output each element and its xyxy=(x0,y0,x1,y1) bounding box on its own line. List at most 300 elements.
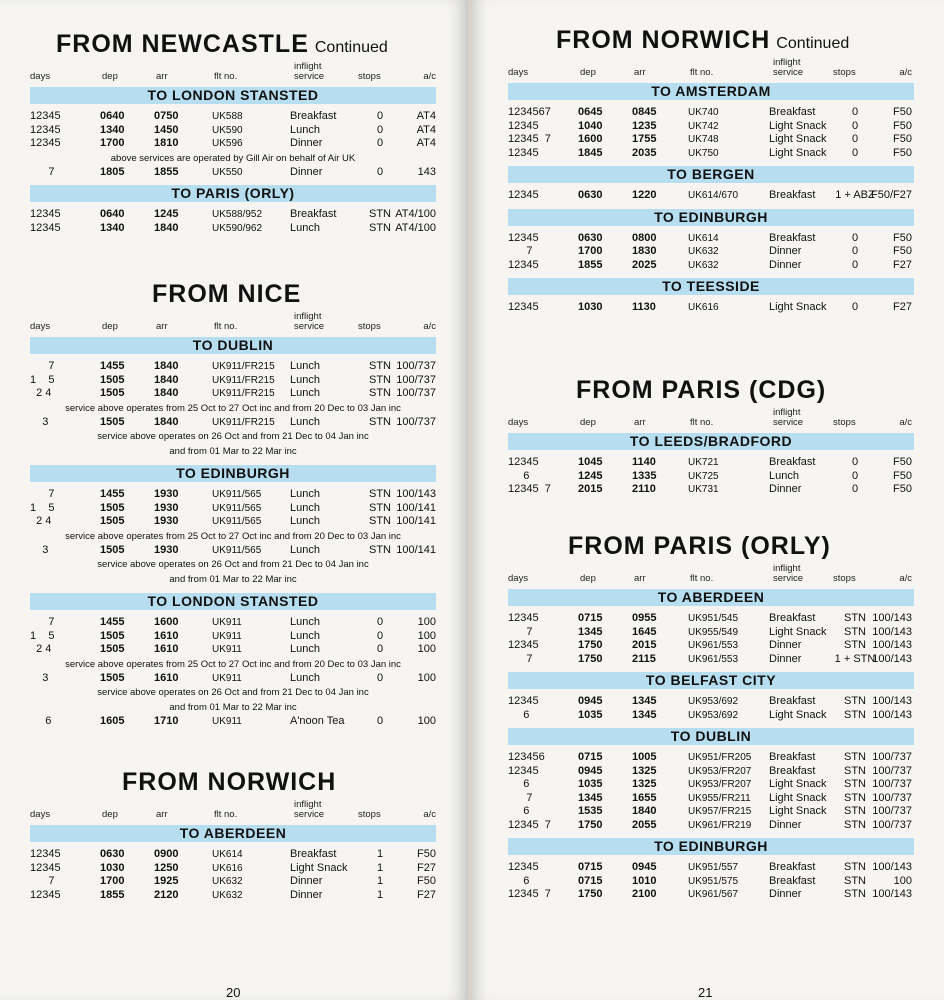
cell-flt: UK588/952 xyxy=(212,209,263,220)
column-header-flt: flt no. xyxy=(690,67,714,78)
cell-flt: UK614/670 xyxy=(688,190,739,201)
spacer xyxy=(508,722,914,726)
timetable-row xyxy=(508,147,914,161)
cell-dep: 0645 xyxy=(578,106,603,118)
cell-arr: 1250 xyxy=(154,861,179,874)
destination-band: TO PARIS (ORLY) xyxy=(30,185,436,202)
cell-ac: 143 xyxy=(417,165,436,178)
cell-stops: STN xyxy=(369,373,391,386)
column-header-flt: flt no. xyxy=(214,71,238,82)
cell-dep: 1505 xyxy=(100,543,125,556)
cell-stops: STN xyxy=(844,778,866,790)
service-note: service above operates on 26 Oct and from 21 Dec to 04 Jan inc xyxy=(97,559,369,570)
cell-flt: UK632 xyxy=(688,246,719,257)
cell-stops: 0 xyxy=(376,616,384,628)
cell-days: 12345 xyxy=(30,123,61,136)
column-header-stops: stops xyxy=(358,71,381,82)
cell-ac: 100 xyxy=(417,671,436,684)
cell-service: Light Snack xyxy=(769,625,827,638)
timetable-row xyxy=(30,643,436,657)
timetable-row xyxy=(508,626,914,640)
cell-days: 12345 xyxy=(30,848,61,860)
cell-service: Lunch xyxy=(290,629,320,642)
cell-service: Light Snack xyxy=(769,146,827,159)
cell-dep: 0630 xyxy=(100,848,125,860)
column-header-row xyxy=(508,561,914,587)
cell-stops: 0 xyxy=(851,483,859,495)
column-header-service: inflight service xyxy=(773,563,804,584)
cell-arr: 2015 xyxy=(632,639,657,651)
timetable-row xyxy=(30,544,436,558)
timetable-row xyxy=(508,245,914,259)
timetable-row xyxy=(508,888,914,902)
cell-flt: UK632 xyxy=(212,876,243,887)
cell-service: Lunch xyxy=(290,501,320,514)
section-title xyxy=(30,768,436,797)
cell-service: Breakfast xyxy=(769,764,816,777)
cell-service: Breakfast xyxy=(769,106,816,118)
spacer xyxy=(508,832,914,836)
cell-flt: UK911/FR215 xyxy=(212,361,275,372)
cell-ac: F50 xyxy=(893,133,912,145)
cell-stops: STN xyxy=(844,695,866,707)
cell-stops: STN xyxy=(844,639,866,651)
column-header-ac: a/c xyxy=(899,573,912,584)
timetable-row xyxy=(508,695,914,709)
cell-ac: 100/143 xyxy=(872,625,912,638)
cell-stops: 0 xyxy=(851,469,859,482)
cell-ac: 100/737 xyxy=(872,751,912,763)
column-header-service: inflight service xyxy=(773,407,804,428)
service-note: and from 01 Mar to 22 Mar inc xyxy=(169,574,297,585)
section-title-text: FROM PARIS (CDG) xyxy=(576,376,827,404)
timetable-row xyxy=(508,106,914,120)
timetable-row xyxy=(30,488,436,502)
cell-dep: 1805 xyxy=(100,165,125,178)
right-page xyxy=(472,0,944,1000)
timetable-row xyxy=(508,875,914,889)
timetable-row xyxy=(508,778,914,792)
timetable-row xyxy=(508,612,914,626)
section-block xyxy=(30,30,436,239)
column-header-dep: dep xyxy=(102,71,118,82)
cell-stops: 0 xyxy=(376,629,384,642)
cell-ac: 100/143 xyxy=(872,708,912,721)
cell-arr: 1345 xyxy=(632,708,657,721)
destination-band: TO DUBLIN xyxy=(508,728,914,745)
destination-band: TO AMSTERDAM xyxy=(508,83,914,100)
cell-days: 12345 xyxy=(508,258,539,271)
column-header-days: days xyxy=(30,321,51,332)
cell-days: 3 xyxy=(30,415,49,428)
cell-service: Lunch xyxy=(290,373,320,386)
cell-stops: 0 xyxy=(376,165,384,178)
cell-service: Lunch xyxy=(290,123,320,136)
cell-days: 12345 xyxy=(508,231,539,244)
cell-dep: 1245 xyxy=(578,469,603,482)
cell-service: Light Snack xyxy=(769,791,827,804)
cell-days: 12345 xyxy=(508,119,539,132)
cell-dep: 1035 xyxy=(578,708,603,721)
timetable-row xyxy=(508,301,914,315)
cell-arr: 1830 xyxy=(632,245,657,257)
column-header-row xyxy=(508,55,914,81)
cell-stops: 0 xyxy=(376,715,384,727)
cell-ac: 100/143 xyxy=(396,488,436,500)
cell-ac: F50 xyxy=(893,146,912,159)
timetable-row xyxy=(30,616,436,630)
cell-stops: STN xyxy=(844,708,866,721)
cell-flt: UK911 xyxy=(212,630,242,642)
timetable-row xyxy=(508,470,914,484)
column-header-row xyxy=(30,797,436,823)
cell-flt: UK614 xyxy=(688,232,719,244)
cell-ac: F50 xyxy=(893,456,912,468)
cell-stops: STN xyxy=(369,415,391,428)
cell-service: Dinner xyxy=(290,137,323,149)
cell-stops: STN xyxy=(369,543,391,556)
cell-days: 1 5 xyxy=(30,501,55,514)
column-header-arr: arr xyxy=(156,809,168,820)
cell-service: Dinner xyxy=(769,483,802,495)
cell-arr: 1325 xyxy=(632,778,657,790)
cell-dep: 1505 xyxy=(100,629,125,642)
spacer xyxy=(508,203,914,207)
cell-dep: 0640 xyxy=(100,110,125,122)
cell-dep: 1505 xyxy=(100,387,125,399)
cell-flt: UK748 xyxy=(688,134,719,145)
cell-dep: 1340 xyxy=(100,221,125,234)
cell-stops: STN xyxy=(369,360,391,372)
spacer xyxy=(30,587,436,591)
cell-service: Lunch xyxy=(290,488,320,500)
cell-days: 12345 xyxy=(30,208,61,220)
cell-dep: 1600 xyxy=(578,133,603,145)
cell-ac: F27 xyxy=(417,861,436,874)
cell-ac: F50 xyxy=(893,469,912,482)
timetable-row xyxy=(30,889,436,903)
cell-stops: STN xyxy=(369,488,391,500)
continued-label: Continued xyxy=(776,35,850,52)
column-header-stops: stops xyxy=(358,321,381,332)
section-title xyxy=(508,532,914,561)
timetable-row xyxy=(30,862,436,876)
cell-service: Lunch xyxy=(290,515,320,527)
cell-service: Lunch xyxy=(290,221,320,234)
cell-ac: 100/143 xyxy=(872,861,912,873)
cell-days: 3 xyxy=(30,543,49,556)
cell-service: Light Snack xyxy=(769,301,827,313)
cell-stops: 1 xyxy=(376,848,384,860)
cell-arr: 1710 xyxy=(154,715,179,727)
section-title xyxy=(30,30,436,59)
cell-arr: 1930 xyxy=(154,543,179,556)
cell-days: 12345 xyxy=(30,861,61,874)
cell-days: 7 xyxy=(508,625,533,638)
cell-stops: 0 xyxy=(851,146,859,159)
timetable-row xyxy=(30,416,436,430)
cell-ac: 100/737 xyxy=(396,360,436,372)
cell-arr: 1840 xyxy=(632,805,657,817)
cell-ac: 100/143 xyxy=(872,612,912,624)
timetable-row xyxy=(30,502,436,516)
cell-ac: F50 xyxy=(893,119,912,132)
cell-days: 6 xyxy=(508,805,530,817)
column-header-stops: stops xyxy=(833,573,856,584)
spacer xyxy=(508,315,914,319)
cell-service: Breakfast xyxy=(290,110,337,122)
spacer xyxy=(30,179,436,183)
cell-service: Dinner xyxy=(290,165,323,178)
cell-flt: UK731 xyxy=(688,484,719,495)
destination-band: TO ABERDEEN xyxy=(30,825,436,842)
cell-dep: 1035 xyxy=(578,778,603,790)
cell-days: 1 5 xyxy=(30,629,55,642)
cell-dep: 0715 xyxy=(578,874,603,887)
cell-arr: 1345 xyxy=(632,695,657,707)
cell-dep: 1455 xyxy=(100,616,125,628)
destination-band: TO BERGEN xyxy=(508,166,914,183)
cell-service: Breakfast xyxy=(769,695,816,707)
cell-arr: 2025 xyxy=(632,258,657,271)
cell-arr: 1610 xyxy=(154,643,179,655)
cell-ac: AT4 xyxy=(416,123,436,136)
cell-dep: 0630 xyxy=(578,189,603,201)
cell-service: Dinner xyxy=(769,245,802,257)
cell-arr: 1010 xyxy=(632,874,657,887)
cell-ac: F50 xyxy=(893,245,912,257)
cell-service: Dinner xyxy=(769,639,802,651)
timetable-row xyxy=(508,805,914,819)
cell-days: 12345 xyxy=(508,695,539,707)
column-header-arr: arr xyxy=(156,71,168,82)
column-header-flt: flt no. xyxy=(690,417,714,428)
cell-flt: UK590 xyxy=(212,124,243,136)
cell-ac: 100/143 xyxy=(872,888,912,900)
destination-band: TO LONDON STANSTED xyxy=(30,87,436,104)
timetable-row xyxy=(508,259,914,273)
cell-days: 3 xyxy=(30,671,49,684)
cell-stops: 0 xyxy=(376,671,384,684)
cell-stops: 0 xyxy=(851,258,859,271)
column-header-ac: a/c xyxy=(423,809,436,820)
cell-service: Dinner xyxy=(769,818,802,831)
cell-dep: 0715 xyxy=(578,612,603,624)
timetable-row xyxy=(508,751,914,765)
cell-service: Dinner xyxy=(290,875,323,887)
destination-band: TO DUBLIN xyxy=(30,337,436,354)
cell-service: Breakfast xyxy=(769,231,816,244)
destination-band: TO EDINBURGH xyxy=(508,838,914,855)
cell-flt: UK961/553 xyxy=(688,640,739,651)
cell-stops: STN xyxy=(844,764,866,777)
cell-stops: 0 xyxy=(376,110,384,122)
cell-stops: 1 + ABZ xyxy=(835,189,875,201)
cell-flt: UK955/549 xyxy=(688,626,739,638)
timetable-row xyxy=(30,875,436,889)
cell-flt: UK957/FR215 xyxy=(688,806,752,817)
cell-days: 12345 xyxy=(508,764,539,777)
cell-service: Dinner xyxy=(290,888,323,901)
cell-flt: UK951/575 xyxy=(688,875,739,887)
timetable-row xyxy=(508,232,914,246)
cell-days: 6 xyxy=(508,874,530,887)
cell-ac: 100 xyxy=(417,629,436,642)
cell-dep: 1455 xyxy=(100,488,125,500)
timetable-row xyxy=(508,120,914,134)
cell-flt: UK953/692 xyxy=(688,709,739,721)
cell-days: 6 xyxy=(30,715,52,727)
cell-arr: 0955 xyxy=(632,612,657,624)
column-header-row xyxy=(30,59,436,85)
column-header-flt: flt no. xyxy=(214,321,238,332)
column-header-stops: stops xyxy=(358,809,381,820)
cell-ac: 100/143 xyxy=(872,652,912,665)
cell-arr: 1610 xyxy=(154,629,179,642)
cell-days: 6 xyxy=(508,469,530,482)
cell-days: 12345 xyxy=(508,301,539,313)
timetable-row xyxy=(508,709,914,723)
spacer xyxy=(30,459,436,463)
spacer xyxy=(30,902,436,906)
column-header-service: inflight service xyxy=(773,57,804,78)
cell-ac: AT4/100 xyxy=(395,208,436,220)
cell-dep: 1750 xyxy=(578,639,603,651)
cell-arr: 1235 xyxy=(632,119,657,132)
cell-ac: 100/737 xyxy=(872,805,912,817)
cell-stops: STN xyxy=(844,751,866,763)
column-header-flt: flt no. xyxy=(690,573,714,584)
cell-arr: 1335 xyxy=(632,469,657,482)
column-header-service: inflight service xyxy=(294,311,325,332)
cell-days: 1234567 xyxy=(508,106,551,118)
cell-days: 7 xyxy=(508,245,533,257)
section-block xyxy=(508,532,914,906)
spacer xyxy=(508,902,914,906)
cell-flt: UK550 xyxy=(212,166,243,178)
timetable-row xyxy=(508,792,914,806)
column-header-days: days xyxy=(508,67,529,78)
column-header-days: days xyxy=(508,417,529,428)
cell-days: 7 xyxy=(30,616,55,628)
section-title xyxy=(508,26,914,55)
cell-ac: 100 xyxy=(417,643,436,655)
column-header-ac: a/c xyxy=(423,71,436,82)
cell-dep: 1535 xyxy=(578,805,603,817)
column-header-dep: dep xyxy=(580,417,596,428)
cell-flt: UK614 xyxy=(212,849,243,860)
cell-arr: 2035 xyxy=(632,146,657,159)
cell-ac: F27 xyxy=(893,301,912,313)
cell-days: 6 xyxy=(508,778,530,790)
cell-days: 7 xyxy=(508,791,533,804)
cell-days: 12345 7 xyxy=(508,483,551,495)
column-header-days: days xyxy=(30,71,51,82)
cell-ac: F50 xyxy=(893,231,912,244)
cell-stops: 0 xyxy=(851,456,859,468)
cell-service: Breakfast xyxy=(769,456,816,468)
cell-dep: 0715 xyxy=(578,861,603,873)
cell-stops: 0 xyxy=(851,133,859,145)
cell-service: Lunch xyxy=(290,387,320,399)
cell-dep: 0630 xyxy=(578,231,603,244)
timetable-row xyxy=(30,715,436,729)
cell-days: 12345 xyxy=(508,612,539,624)
cell-days: 12345 xyxy=(508,639,539,651)
cell-ac: 100/737 xyxy=(872,764,912,777)
cell-days: 2 4 xyxy=(30,515,52,527)
cell-arr: 1840 xyxy=(154,360,179,372)
timetable-row xyxy=(30,222,436,236)
cell-stops: STN xyxy=(844,625,866,638)
cell-service: Lunch xyxy=(769,469,799,482)
cell-ac: 100/737 xyxy=(396,415,436,428)
left-page xyxy=(0,0,468,1000)
timetable-row xyxy=(30,515,436,529)
cell-service: Light Snack xyxy=(290,861,348,874)
cell-stops: 0 xyxy=(851,106,859,118)
cell-service: Breakfast xyxy=(769,751,816,763)
cell-arr: 1645 xyxy=(632,625,657,638)
cell-days: 6 xyxy=(508,708,530,721)
cell-flt: UK911 xyxy=(212,672,242,684)
cell-ac: 100/141 xyxy=(396,515,436,527)
cell-days: 7 xyxy=(30,488,55,500)
page-number: 20 xyxy=(226,985,241,1000)
cell-ac: 100/143 xyxy=(872,695,912,707)
cell-stops: STN xyxy=(844,791,866,804)
cell-stops: STN xyxy=(369,501,391,514)
cell-days: 123456 xyxy=(508,751,545,763)
cell-dep: 1040 xyxy=(578,119,603,132)
cell-arr: 2115 xyxy=(632,652,656,665)
cell-dep: 1505 xyxy=(100,643,125,655)
timetable-row xyxy=(508,133,914,147)
cell-arr: 1140 xyxy=(632,456,656,468)
timetable-row xyxy=(508,639,914,653)
cell-days: 12345 xyxy=(508,456,539,468)
cell-service: Light Snack xyxy=(769,708,827,721)
cell-dep: 1750 xyxy=(578,818,603,831)
cell-flt: UK911 xyxy=(212,716,242,727)
cell-stops: 0 xyxy=(851,301,859,313)
cell-dep: 1505 xyxy=(100,515,125,527)
cell-days: 2 4 xyxy=(30,643,52,655)
cell-arr: 0750 xyxy=(154,110,179,122)
section-block xyxy=(508,26,914,319)
cell-ac: 100/737 xyxy=(872,778,912,790)
cell-dep: 1505 xyxy=(100,373,125,386)
timetable-row xyxy=(508,819,914,833)
cell-arr: 1855 xyxy=(154,165,179,178)
cell-arr: 1600 xyxy=(154,616,179,628)
cell-stops: STN xyxy=(369,387,391,399)
column-header-stops: stops xyxy=(833,417,856,428)
cell-ac: F50 xyxy=(417,875,436,887)
cell-service: Light Snack xyxy=(769,805,827,817)
cell-arr: 0845 xyxy=(632,106,657,118)
cell-stops: 0 xyxy=(376,643,384,655)
section-block xyxy=(508,376,914,501)
spacer xyxy=(508,666,914,670)
timetable-row xyxy=(30,848,436,862)
cell-dep: 1030 xyxy=(578,301,603,313)
timetable-row xyxy=(30,166,436,180)
cell-stops: STN xyxy=(369,515,391,527)
cell-service: Lunch xyxy=(290,616,320,628)
spacer xyxy=(508,497,914,501)
cell-ac: AT4 xyxy=(416,110,436,122)
